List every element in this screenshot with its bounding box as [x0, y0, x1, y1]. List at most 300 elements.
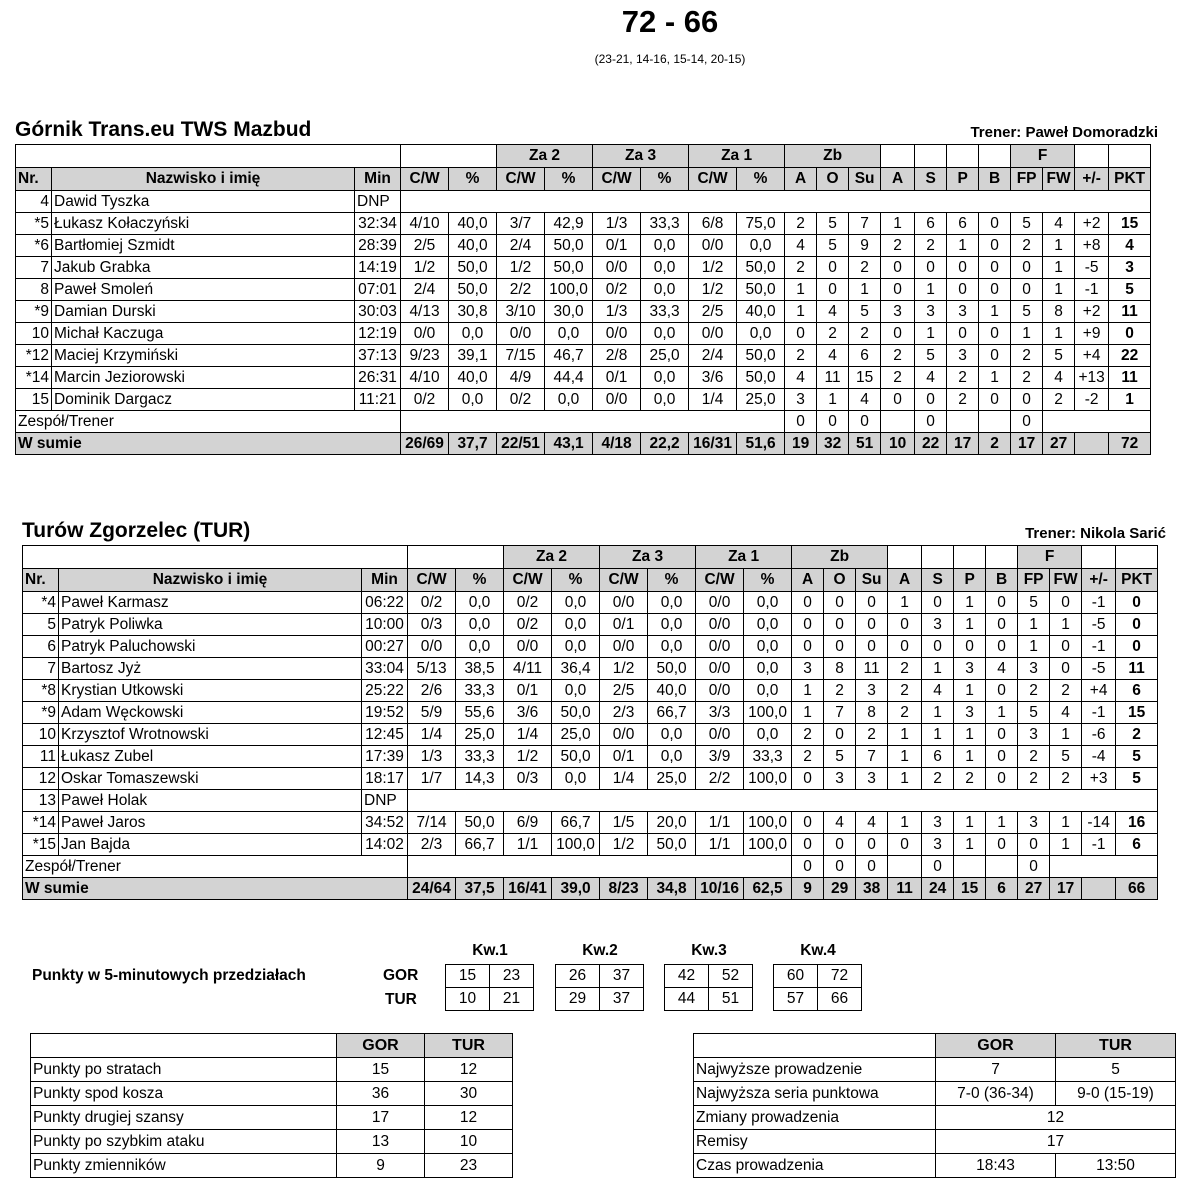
- stat-p: 0: [954, 636, 986, 658]
- header-as: A: [888, 569, 922, 592]
- header-pct: %: [545, 168, 593, 191]
- stat-fw: 0: [1050, 658, 1082, 680]
- stat-cw: 2/5: [401, 235, 449, 257]
- stat-cw: 0/1: [600, 614, 648, 636]
- header-pct: %: [449, 168, 497, 191]
- stat-pct: 0,0: [456, 592, 504, 614]
- player-minutes: 06:22: [362, 592, 408, 614]
- totals-value: 2: [979, 433, 1011, 455]
- player-row: [16, 279, 1151, 301]
- header-blank: [915, 145, 947, 168]
- box-score-away: [22, 545, 1158, 900]
- stat-row: [694, 1154, 1176, 1178]
- player-name: Oskar Tomaszewski: [59, 768, 362, 790]
- player-minutes: 28:39: [355, 235, 401, 257]
- team-row-blank: [954, 856, 986, 878]
- quarter-label: Kw.2: [582, 942, 618, 959]
- stat-cw: 0/1: [600, 746, 648, 768]
- stat-cw: 7/14: [408, 812, 456, 834]
- stat-o: 0: [824, 592, 856, 614]
- stat-value-gor: 18:43: [936, 1154, 1056, 1178]
- stat-cw: 3/6: [689, 367, 737, 389]
- stat-value-gor: 7: [936, 1058, 1056, 1082]
- header-zb: Zb: [792, 546, 888, 569]
- stat-row: [694, 1082, 1176, 1106]
- totals-value: 15: [954, 878, 986, 900]
- stat-cw: 0/3: [504, 768, 552, 790]
- stat-pct: 40,0: [449, 235, 497, 257]
- header-za2: Za 2: [497, 145, 593, 168]
- header-cw: C/W: [593, 168, 641, 191]
- stat-pct: 0,0: [744, 592, 792, 614]
- header-b: B: [986, 569, 1018, 592]
- stat-as: 0: [881, 323, 915, 345]
- stat-fw: 5: [1050, 746, 1082, 768]
- stat-su: 0: [856, 592, 888, 614]
- stat-pct: 0,0: [648, 724, 696, 746]
- intervals-label: Punkty w 5-minutowych przedziałach: [32, 967, 306, 984]
- stat-cw: 1/4: [689, 389, 737, 411]
- header-o: O: [824, 569, 856, 592]
- player-minutes: 33:04: [362, 658, 408, 680]
- header-pct: %: [552, 569, 600, 592]
- stat-pct: 0,0: [552, 680, 600, 702]
- stat-pct: 0,0: [744, 614, 792, 636]
- player-number: *9: [23, 702, 59, 724]
- stat-p: 1: [954, 724, 986, 746]
- stat-o: 5: [817, 235, 849, 257]
- stat-pct: 30,0: [545, 301, 593, 323]
- player-name: Adam Węckowski: [59, 702, 362, 724]
- player-name: Bartosz Jyż: [59, 658, 362, 680]
- stat-s: 5: [915, 345, 947, 367]
- stat-cw: 3/6: [504, 702, 552, 724]
- stat-fw: 1: [1043, 235, 1075, 257]
- stat-su: 0: [856, 636, 888, 658]
- stat-fp: 0: [1011, 389, 1043, 411]
- stat-p: 1: [954, 834, 986, 856]
- player-points: 2: [1116, 724, 1158, 746]
- player-points: 0: [1116, 592, 1158, 614]
- totals-value: 38: [856, 878, 888, 900]
- totals-row: [16, 433, 1151, 455]
- player-points: 0: [1116, 636, 1158, 658]
- stat-cw: 0/3: [408, 614, 456, 636]
- stat-b: 0: [979, 345, 1011, 367]
- player-minutes: 14:19: [355, 257, 401, 279]
- stat-cw: 1/4: [408, 724, 456, 746]
- stat-p: 1: [954, 614, 986, 636]
- player-name: Bartłomiej Szmidt: [52, 235, 355, 257]
- team-row-a: 0: [792, 856, 824, 878]
- stats-right: [693, 1033, 1176, 1178]
- stat-cw: 0/1: [593, 367, 641, 389]
- header-blank: [23, 546, 408, 569]
- stat-row: [694, 1130, 1176, 1154]
- player-minutes: 18:17: [362, 768, 408, 790]
- stat-value-tur: 10: [425, 1130, 513, 1154]
- intervals-team1: GOR: [383, 967, 419, 984]
- player-name: Jan Bajda: [59, 834, 362, 856]
- header-min: Min: [362, 569, 408, 592]
- team-row-blank: [408, 856, 792, 878]
- totals-value: 66: [1116, 878, 1158, 900]
- stat-cw: 5/9: [408, 702, 456, 724]
- quarter-label: Kw.1: [472, 942, 508, 959]
- stat-pct: 50,0: [449, 279, 497, 301]
- stat-cw: 0/0: [689, 323, 737, 345]
- stat-s: 0: [915, 389, 947, 411]
- quarter-points-row: [556, 965, 644, 988]
- stat-cw: 3/9: [696, 746, 744, 768]
- stat-p: 2: [947, 367, 979, 389]
- stat-pct: 50,0: [737, 257, 785, 279]
- dnp-blank: [401, 191, 1151, 213]
- stat-pm: +13: [1075, 367, 1109, 389]
- stat-o: 0: [824, 834, 856, 856]
- stat-pct: 33,3: [456, 746, 504, 768]
- stat-fw: 1: [1043, 323, 1075, 345]
- header-nr: Nr.: [16, 168, 52, 191]
- stat-pct: 50,0: [552, 702, 600, 724]
- team-row-su: 0: [856, 856, 888, 878]
- header-pct: %: [737, 168, 785, 191]
- stat-fw: 2: [1043, 389, 1075, 411]
- stat-label: Punkty drugiej szansy: [31, 1106, 337, 1130]
- quarter-points-cell: 15: [446, 965, 490, 988]
- header-cw: C/W: [497, 168, 545, 191]
- team-row-blank: [986, 856, 1018, 878]
- header-row-groups: [16, 145, 1151, 168]
- player-name: Łukasz Zubel: [59, 746, 362, 768]
- stat-su: 0: [856, 614, 888, 636]
- player-minutes: 26:31: [355, 367, 401, 389]
- stat-su: 4: [856, 812, 888, 834]
- player-number: 8: [16, 279, 52, 301]
- header-blank: [922, 546, 954, 569]
- player-name: Łukasz Kołaczyński: [52, 213, 355, 235]
- stat-cw: 4/10: [401, 367, 449, 389]
- stat-pct: 0,0: [744, 636, 792, 658]
- totals-value: 22,2: [641, 433, 689, 455]
- header-blank: [954, 546, 986, 569]
- stat-s: 2: [922, 768, 954, 790]
- player-row: [23, 658, 1158, 680]
- stat-cw: 0/2: [504, 614, 552, 636]
- team-row-fp: 0: [1018, 856, 1050, 878]
- totals-value: 27: [1043, 433, 1075, 455]
- totals-value: 9: [792, 878, 824, 900]
- team-row-blank: [881, 411, 915, 433]
- stat-fp: 2: [1011, 235, 1043, 257]
- team-name-home: Górnik Trans.eu TWS Mazbud: [15, 118, 312, 141]
- totals-value: 24/64: [408, 878, 456, 900]
- stat-b: 0: [979, 279, 1011, 301]
- stat-pct: 55,6: [456, 702, 504, 724]
- stat-as: 1: [888, 724, 922, 746]
- quarter-points-cell: 23: [490, 965, 534, 988]
- header-za1: Za 1: [696, 546, 792, 569]
- stat-fw: 5: [1043, 345, 1075, 367]
- stat-as: 0: [881, 279, 915, 301]
- quarter-points-table: [555, 964, 644, 1011]
- header-blank: [979, 145, 1011, 168]
- player-row: [23, 702, 1158, 724]
- stat-pct: 0,0: [552, 636, 600, 658]
- player-row: [23, 636, 1158, 658]
- stat-as: 3: [881, 301, 915, 323]
- stats-right-blank: [694, 1034, 936, 1058]
- stat-fp: 2: [1011, 367, 1043, 389]
- stat-cw: 1/4: [504, 724, 552, 746]
- stat-label: Punkty spod kosza: [31, 1082, 337, 1106]
- player-points: 16: [1116, 812, 1158, 834]
- stat-p: 2: [947, 389, 979, 411]
- stat-fw: 2: [1050, 680, 1082, 702]
- stat-cw: 1/3: [593, 301, 641, 323]
- header-pkt: PKT: [1116, 569, 1158, 592]
- totals-value: 72: [1109, 433, 1151, 455]
- player-number: *14: [23, 812, 59, 834]
- stat-pct: 100,0: [744, 834, 792, 856]
- player-minutes: 34:52: [362, 812, 408, 834]
- stat-value-gor: 15: [337, 1058, 425, 1082]
- player-minutes: 25:22: [362, 680, 408, 702]
- stat-cw: 6/9: [504, 812, 552, 834]
- stat-cw: 0/0: [600, 724, 648, 746]
- stat-fp: 1: [1018, 636, 1050, 658]
- quarter-points-cell: 72: [818, 965, 862, 988]
- stat-fp: 1: [1011, 323, 1043, 345]
- stat-pct: 50,0: [737, 367, 785, 389]
- stat-fw: 1: [1050, 614, 1082, 636]
- stat-s: 0: [922, 592, 954, 614]
- stat-o: 5: [817, 213, 849, 235]
- stat-a: 1: [785, 301, 817, 323]
- stat-o: 3: [824, 768, 856, 790]
- header-row-columns: [16, 168, 1151, 191]
- stat-b: 0: [986, 724, 1018, 746]
- stat-value-gor: 7-0 (36-34): [936, 1082, 1056, 1106]
- stat-o: 0: [824, 614, 856, 636]
- stat-pct: 0,0: [744, 680, 792, 702]
- stat-cw: 1/2: [689, 257, 737, 279]
- header-blank: [986, 546, 1018, 569]
- quarter-points-cell: 66: [818, 988, 862, 1011]
- player-number: *15: [23, 834, 59, 856]
- player-number: 7: [23, 658, 59, 680]
- stat-label: Najwyższa seria punktowa: [694, 1082, 936, 1106]
- stat-fw: 0: [1050, 592, 1082, 614]
- stat-pct: 40,0: [648, 680, 696, 702]
- header-blank: [1082, 546, 1116, 569]
- stat-fw: 4: [1043, 367, 1075, 389]
- stat-cw: 0/0: [497, 323, 545, 345]
- header-blank: [1116, 546, 1158, 569]
- stat-o: 0: [824, 636, 856, 658]
- stat-su: 7: [856, 746, 888, 768]
- player-points: 0: [1116, 614, 1158, 636]
- stat-cw: 0/0: [600, 636, 648, 658]
- stat-row: [31, 1082, 513, 1106]
- stat-label: Punkty po szybkim ataku: [31, 1130, 337, 1154]
- stat-su: 7: [849, 213, 881, 235]
- stat-pct: 40,0: [449, 367, 497, 389]
- stat-pct: 0,0: [545, 323, 593, 345]
- totals-value: 8/23: [600, 878, 648, 900]
- header-blank: [1075, 145, 1109, 168]
- stat-cw: 0/0: [689, 235, 737, 257]
- header-row-groups: [23, 546, 1158, 569]
- header-za1: Za 1: [689, 145, 785, 168]
- header-name: Nazwisko i imię: [52, 168, 355, 191]
- stat-a: 2: [792, 724, 824, 746]
- stat-fw: 1: [1050, 834, 1082, 856]
- intervals-team2: TUR: [385, 991, 417, 1008]
- stat-s: 4: [915, 367, 947, 389]
- stat-cw: 4/11: [504, 658, 552, 680]
- player-name: Krystian Utkowski: [59, 680, 362, 702]
- stat-pm: +3: [1082, 768, 1116, 790]
- stat-pct: 0,0: [641, 279, 689, 301]
- stat-pct: 25,0: [456, 724, 504, 746]
- stat-fw: 0: [1050, 636, 1082, 658]
- stat-pct: 42,9: [545, 213, 593, 235]
- stat-b: 1: [979, 301, 1011, 323]
- stat-p: 1: [954, 680, 986, 702]
- stat-o: 5: [824, 746, 856, 768]
- stat-cw: 2/4: [401, 279, 449, 301]
- quarter-points-row: [556, 988, 644, 1011]
- stat-b: 1: [986, 702, 1018, 724]
- stat-o: 1: [817, 389, 849, 411]
- stat-as: 0: [888, 636, 922, 658]
- stat-p: 3: [947, 345, 979, 367]
- team-row-a: 0: [785, 411, 817, 433]
- stat-s: 1: [915, 279, 947, 301]
- stat-s: 2: [915, 235, 947, 257]
- totals-value: 62,5: [744, 878, 792, 900]
- stat-value-tur: 23: [425, 1154, 513, 1178]
- stat-pct: 50,0: [552, 746, 600, 768]
- totals-value: 10: [881, 433, 915, 455]
- stat-a: 3: [792, 658, 824, 680]
- stat-value-gor: 13: [337, 1130, 425, 1154]
- stat-o: 8: [824, 658, 856, 680]
- stat-s: 3: [922, 614, 954, 636]
- stat-s: 0: [915, 257, 947, 279]
- player-number: *5: [16, 213, 52, 235]
- stat-su: 2: [856, 724, 888, 746]
- stat-pct: 0,0: [648, 636, 696, 658]
- stat-s: 3: [915, 301, 947, 323]
- header-za2: Za 2: [504, 546, 600, 569]
- stat-fw: 8: [1043, 301, 1075, 323]
- stat-cw: 0/2: [408, 592, 456, 614]
- stat-row: [31, 1058, 513, 1082]
- stat-su: 8: [856, 702, 888, 724]
- stat-su: 15: [849, 367, 881, 389]
- stat-a: 0: [792, 614, 824, 636]
- stat-cw: 0/0: [408, 636, 456, 658]
- stat-value-tur: 12: [425, 1058, 513, 1082]
- stat-pct: 100,0: [552, 834, 600, 856]
- stat-cw: 0/2: [593, 279, 641, 301]
- stat-b: 0: [986, 680, 1018, 702]
- player-row: [16, 301, 1151, 323]
- stat-s: 3: [922, 812, 954, 834]
- totals-value: 17: [1011, 433, 1043, 455]
- player-minutes: 00:27: [362, 636, 408, 658]
- header-as: A: [881, 168, 915, 191]
- player-number: *9: [16, 301, 52, 323]
- quarter-points-cell: 29: [556, 988, 600, 1011]
- stat-cw: 1/2: [504, 746, 552, 768]
- quarter-points-cell: 60: [774, 965, 818, 988]
- totals-value: 27: [1018, 878, 1050, 900]
- header-pct: %: [648, 569, 696, 592]
- stat-cw: 1/1: [696, 812, 744, 834]
- stat-pct: 0,0: [648, 746, 696, 768]
- stat-fp: 0: [1011, 279, 1043, 301]
- stat-a: 1: [792, 702, 824, 724]
- player-name: Michał Kaczuga: [52, 323, 355, 345]
- stat-cw: 1/7: [408, 768, 456, 790]
- header-name: Nazwisko i imię: [59, 569, 362, 592]
- header-pct: %: [456, 569, 504, 592]
- totals-value: 19: [785, 433, 817, 455]
- player-row: [23, 834, 1158, 856]
- player-number: 7: [16, 257, 52, 279]
- stat-as: 2: [881, 345, 915, 367]
- stat-pct: 100,0: [744, 768, 792, 790]
- header-a: A: [785, 168, 817, 191]
- stat-pm: -1: [1075, 279, 1109, 301]
- totals-value: 26/69: [401, 433, 449, 455]
- stat-p: 1: [947, 235, 979, 257]
- stat-value-gor: 9: [337, 1154, 425, 1178]
- stat-p: 1: [954, 812, 986, 834]
- stat-o: 2: [817, 323, 849, 345]
- player-row: [23, 746, 1158, 768]
- stat-fp: 1: [1018, 614, 1050, 636]
- quarter-points-cell: 37: [600, 988, 644, 1011]
- player-minutes: 14:02: [362, 834, 408, 856]
- stat-s: 1: [922, 702, 954, 724]
- header-fw: FW: [1043, 168, 1075, 191]
- stat-su: 2: [849, 323, 881, 345]
- player-name: Paweł Smoleń: [52, 279, 355, 301]
- stat-a: 4: [785, 235, 817, 257]
- header-f: F: [1018, 546, 1082, 569]
- stat-as: 0: [881, 389, 915, 411]
- header-fp: FP: [1011, 168, 1043, 191]
- quarter-points-row: [774, 965, 862, 988]
- header-cw: C/W: [689, 168, 737, 191]
- quarter-points-row: [665, 988, 753, 1011]
- stat-as: 0: [881, 257, 915, 279]
- stat-o: 0: [817, 279, 849, 301]
- box-score-table: [22, 545, 1158, 900]
- stat-a: 0: [792, 592, 824, 614]
- player-number: *4: [23, 592, 59, 614]
- stat-b: 1: [979, 367, 1011, 389]
- stat-pm: -1: [1082, 636, 1116, 658]
- header-pm: +/-: [1082, 569, 1116, 592]
- stat-fp: 0: [1018, 834, 1050, 856]
- player-minutes: 10:00: [362, 614, 408, 636]
- stat-pct: 50,0: [545, 235, 593, 257]
